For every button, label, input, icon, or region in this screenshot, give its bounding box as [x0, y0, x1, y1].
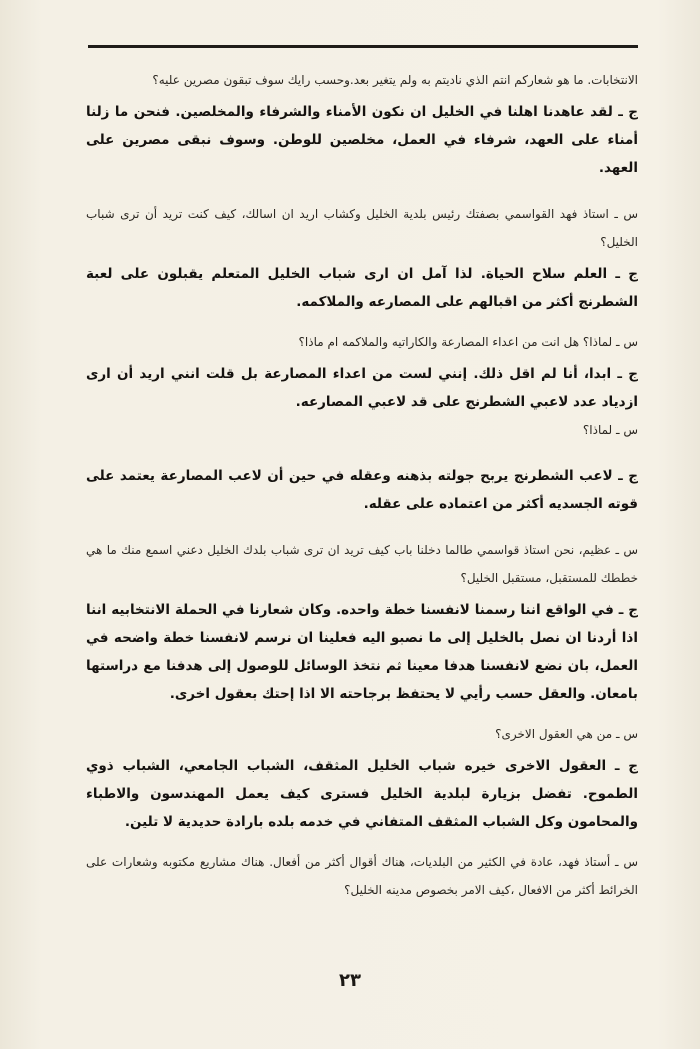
- answer-paragraph: ج ـ ابدا، أنا لم اقل ذلك. إنني لست من اعداء المصارعة بل قلت انني اريد أن ارى ازدياد عدد لاعبي الشطرنج على قد لاعبي المصارعه.: [86, 366, 638, 410]
- question-paragraph: س ـ لماذا؟ هل انت من اعداء المصارعة والكاراتيه والملاكمه ام ماذا؟: [298, 335, 638, 349]
- interview-text: [86, 66, 638, 904]
- answer-paragraph: ج ـ العلم سلاح الحياة. لذا آمل ان ارى شباب الخليل المتعلم يقبلون على لعبة الشطرنج أكثر من اقبالهم على المصارعه والملاكمه.: [86, 266, 638, 310]
- top-rule-divider: [88, 45, 638, 48]
- question-paragraph: س ـ استاذ فهد القواسمي بصفتك رئيس بلدية الخليل وكشاب اريد ان اسالك، كيف كنت تريد أن ترى شباب الخليل؟: [86, 207, 638, 249]
- answer-paragraph: ج ـ العقول الاخرى خيره شباب الخليل المثقف، الشباب الجامعي، الشباب ذوي الطموح. تفضل بزيارة لبلدية الخليل فسترى كيف يعمل المهندسون والاطباء والمحامون وكل الشباب المثقف المتفاني في خدمه بلده بارادة حديدية لا تلين.: [86, 758, 638, 830]
- question-paragraph: س ـ من هي العقول الاخرى؟: [495, 727, 638, 741]
- answer-paragraph: ج ـ لاعب الشطرنج يربح جولته بذهنه وعقله في حين أن لاعب المصارعة يعتمد على قوته الجسديه أكثر من اعتماده على عقله.: [86, 468, 638, 512]
- answer-paragraph: ج ـ في الواقع اننا رسمنا لانفسنا خطة واحده. وكان شعارنا في الحملة الانتخابيه اننا اذا أردنا ان نصل بالخليل إلى ما نصبو اليه فعلينا ان نرسم لانفسنا خطة واضحه في العمل، بان نضع لانفسنا هدفا معينا ثم نتخذ الوسائل للوصول إلى هدفنا مع دراستها بامعان. والعقل حسب رأيي لا يحتفظ برجاحته الا اذا إحتك بعقول اخرى.: [86, 602, 638, 702]
- page-number: ٢٣: [339, 970, 361, 991]
- question-paragraph: س ـ أستاذ فهد، عادة في الكثير من البلديات، هناك أقوال أكثر من أفعال. هناك مشاريع مكتوبه وشعارات على الخرائط أكثر من الافعال ،كيف الامر بخصوص مدينه الخليل؟: [86, 855, 638, 897]
- answer-paragraph: ج ـ لقد عاهدنا اهلنا في الخليل ان نكون الأمناء والشرفاء والمخلصين. فنحن ما زلنا أمناء على العهد، شرفاء في العمل، مخلصين للوطن. وسوف نبقى مصرين على العهد.: [86, 104, 638, 176]
- question-paragraph: الانتخابات. ما هو شعاركم انتم الذي ناديتم به ولم يتغير بعد.وحسب رايك سوف تبقون مصرين عليه؟: [152, 73, 638, 87]
- question-paragraph: س ـ عظيم، نحن استاذ قواسمي طالما دخلنا باب كيف تريد ان ترى شباب بلدك الخليل دعني اسمع منك ما هي خططك للمستقبل، مستقبل الخليل؟: [86, 543, 638, 585]
- question-paragraph: س ـ لماذا؟: [582, 423, 638, 437]
